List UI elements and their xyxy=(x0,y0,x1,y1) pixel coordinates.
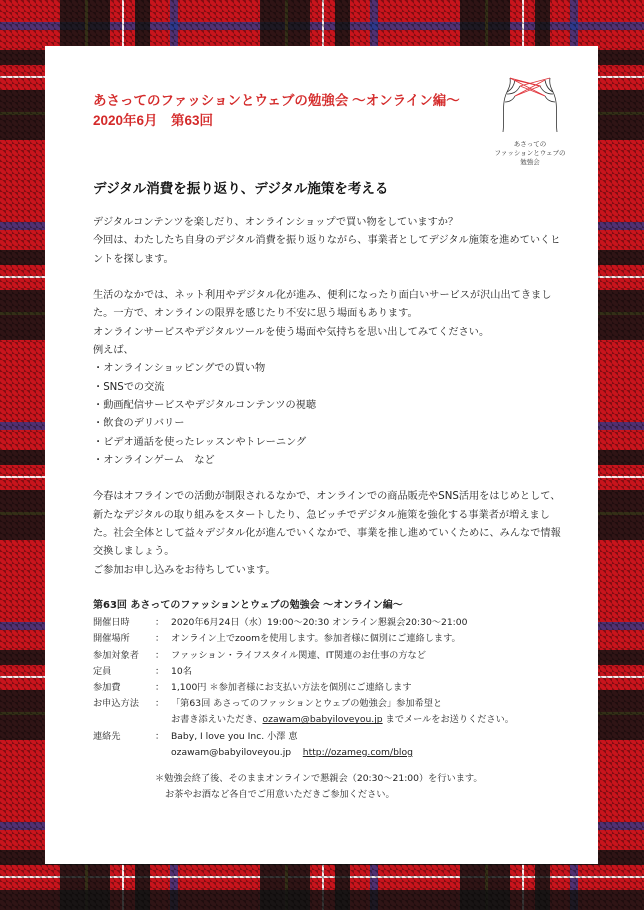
contact-email[interactable]: ozawam@babyiloveyou.jp xyxy=(171,746,292,758)
detail-row-contact xyxy=(93,729,573,761)
examples-list xyxy=(93,360,563,470)
intro-paragraph-1: デジタルコンテンツを楽しだり、オンラインショップで買い物をしていますか？ xyxy=(93,217,459,228)
detail-value xyxy=(171,696,573,728)
logo-line3: 勉強会 xyxy=(520,158,540,166)
list-item: ・ 飲食のデリバリー xyxy=(93,415,563,433)
list-item: ・ オンラインショッピングでの買い物 xyxy=(93,360,563,378)
detail-sep: ： xyxy=(155,682,165,694)
detail-key: 定員 xyxy=(93,665,112,677)
apply-line2-post: までメールをお送りください。 xyxy=(382,714,514,726)
intro-paragraph-7: ご参加お申し込みをお待ちしています。 xyxy=(93,564,276,576)
study-group-logo xyxy=(490,72,570,182)
contact-blog-link[interactable]: http://ozameg.com/blog xyxy=(302,746,413,758)
note-line2: お茶やお酒など各自でご用意いただきご参加ください。 xyxy=(165,789,395,801)
logo-line2: ファッションとウェブの xyxy=(494,149,566,157)
intro-paragraph-2: 今回は、わたしたち自身のデジタル消費を振り返りながら、事業者としてデジタル施策を進めていくヒントを探します。 xyxy=(93,235,561,265)
logo-caption xyxy=(490,140,570,167)
list-item: ・ SNSでの交流 xyxy=(93,379,563,397)
list-item: ・ ビデオ通話を使ったレッスンやトレーニング xyxy=(93,434,563,452)
detail-key: 連絡先 xyxy=(93,730,121,742)
detail-sep: ： xyxy=(155,665,165,677)
event-title-line2: 2020年6月 第63回 xyxy=(93,113,214,128)
detail-value: オンライン上でzoomを使用します。参加者様に個別にご連絡します。 xyxy=(171,633,461,645)
event-header xyxy=(93,91,460,131)
intro-body xyxy=(93,214,563,580)
detail-row-fee xyxy=(93,680,573,696)
detail-sep: ： xyxy=(155,698,165,710)
detail-row-audience xyxy=(93,648,573,664)
detail-sep: ： xyxy=(155,617,165,629)
hands-string-icon xyxy=(495,72,565,138)
intro-paragraph-6: 今春はオフラインでの活動が制限されるなかで、オンラインでの商品販売やSNS活用をはじめとして、新たなデジタルの取り組みをスタートしたり、急ピッチでデジタル施策を強化する事業者が増えました。社会全体として益々デジタル化が進んでいくなかで、事業を推し進めていくために、みんなで情報交換しましょう。 xyxy=(93,491,561,558)
afterparty-note xyxy=(93,771,573,803)
contact-company: Baby, I love you Inc. 小澤 恵 xyxy=(171,730,298,742)
detail-key: 参加対象者 xyxy=(93,649,139,661)
apply-line2-pre: お書き添えいただき、 xyxy=(171,714,263,726)
logo-line1: あさっての xyxy=(513,140,547,148)
detail-value: 2020年6月24日（水）19:00〜20:30 オンライン懇親会20:30〜21:00 xyxy=(171,617,468,629)
intro-paragraph-5: 例えば、 xyxy=(93,345,134,357)
detail-value: 1,100円 ＊参加者様にお支払い方法を個別にご連絡します xyxy=(171,682,412,694)
detail-key: 参加費 xyxy=(93,682,121,694)
event-title-line1: あさってのファッションとウェブの勉強会 〜オンライン編〜 xyxy=(93,93,460,108)
detail-row-date xyxy=(93,615,573,631)
detail-value: 10名 xyxy=(171,665,192,677)
list-item: ・ 動画配信サービスやデジタルコンテンツの視聴 xyxy=(93,397,563,415)
event-details xyxy=(93,598,573,803)
detail-value: ファッション・ライフスタイル関連、IT関連のお仕事の方など xyxy=(171,649,426,661)
flyer-sheet xyxy=(45,46,598,864)
detail-row-apply xyxy=(93,696,573,728)
note-line1: ＊勉強会終了後、そのままオンラインで懇親会（20:30〜21:00）を行います。 xyxy=(155,773,483,785)
detail-value xyxy=(171,729,573,761)
intro-paragraph-4: オンラインサービスやデジタルツールを使う場面や気持ちを思い出してみてください。 xyxy=(93,326,490,338)
detail-sep: ： xyxy=(155,633,165,645)
event-details-title: 第63回 あさってのファッションとウェブの勉強会 〜オンライン編〜 xyxy=(93,600,403,611)
apply-line1: 「第63回 あさってのファッションとウェブの勉強会」参加希望と xyxy=(171,698,443,710)
detail-sep: ： xyxy=(155,649,165,661)
section-heading: デジタル消費を振り返り、デジタル施策を考える xyxy=(93,181,389,197)
detail-row-place xyxy=(93,631,573,647)
detail-key: お申込方法 xyxy=(93,698,139,710)
apply-email-link[interactable]: ozawam@babyiloveyou.jp xyxy=(262,714,383,726)
detail-key: 開催場所 xyxy=(93,633,130,645)
detail-row-capacity xyxy=(93,664,573,680)
detail-sep: ： xyxy=(155,730,165,742)
detail-key: 開催日時 xyxy=(93,617,130,629)
list-item: ・ オンラインゲーム など xyxy=(93,452,563,470)
intro-paragraph-3: 生活のなかでは、ネット利用やデジタル化が進み、便利になったり面白いサービスが沢山出てきました。一方で、オンラインの限界を感じたり不安に思う場面もあります。 xyxy=(93,290,552,320)
